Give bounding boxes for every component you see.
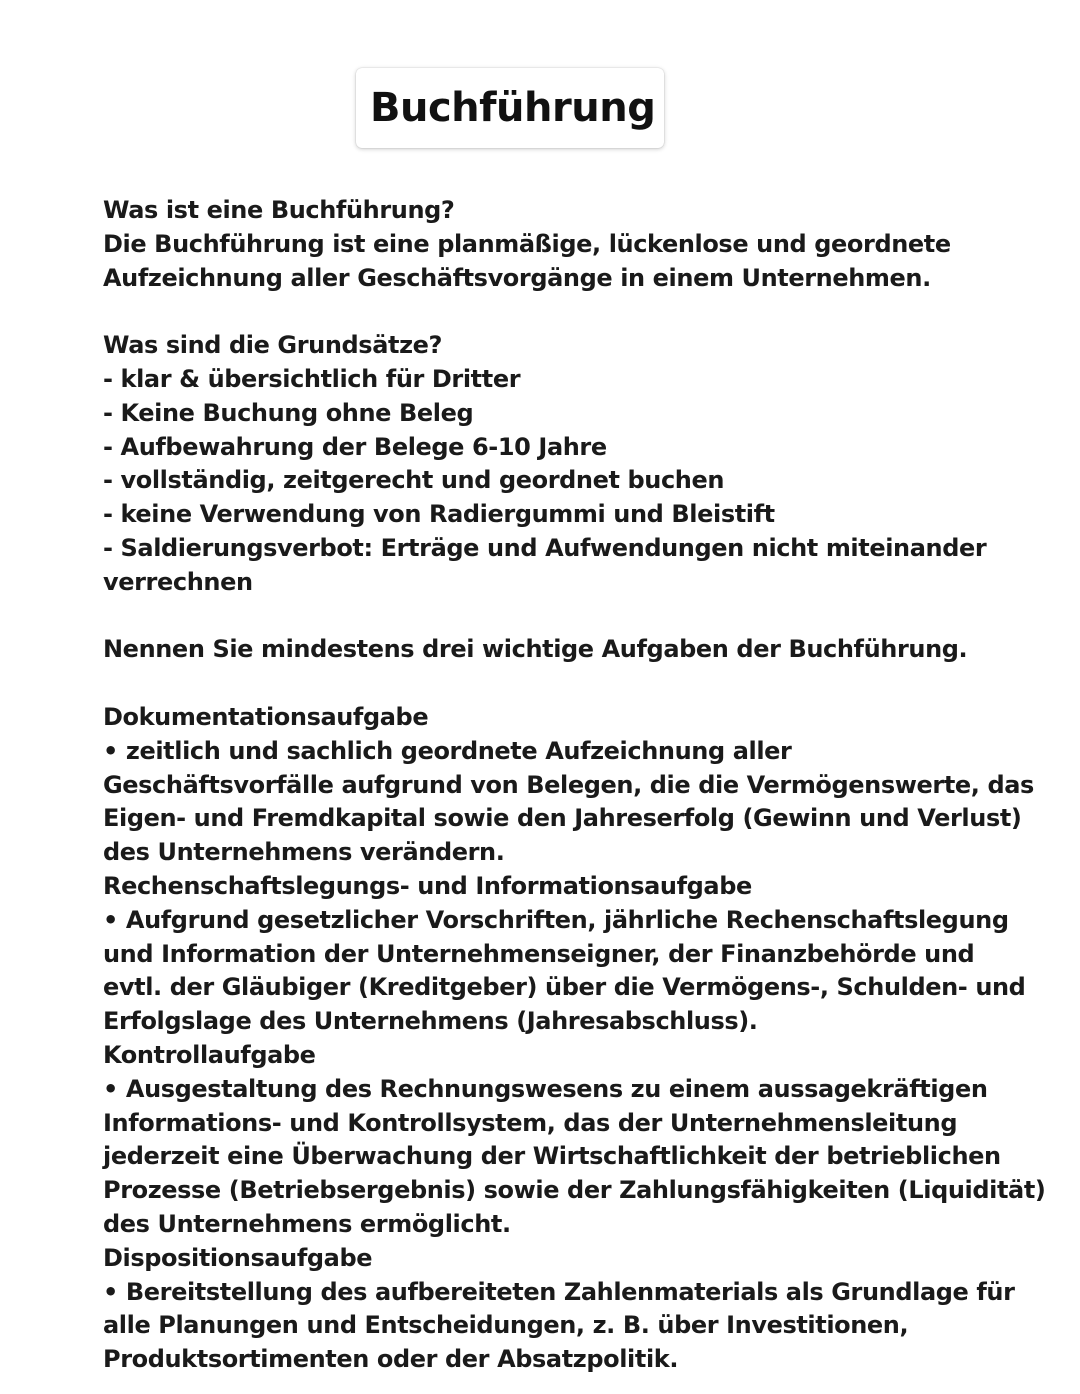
task-line: alle Planungen und Entscheidungen, z. B. über Investitionen, [103, 1311, 909, 1340]
spacer [103, 600, 1003, 634]
task-disposition [103, 1242, 1015, 1377]
principles-section [103, 329, 1003, 599]
tasks-section [103, 633, 1046, 1377]
task-line: evtl. der Gläubiger (Kreditgeber) über die Vermögens-, Schulden- und [103, 973, 1026, 1002]
principle-item: - vollständig, zeitgerecht und geordnet buchen [103, 466, 725, 495]
task-heading: Kontrollaufgabe [103, 1040, 316, 1069]
task-heading: Dokumentationsaufgabe [103, 702, 429, 731]
principle-item: verrechnen [103, 567, 253, 596]
task-line: Eigen- und Fremdkapital sowie den Jahreserfolg (Gewinn und Verlust) [103, 804, 1022, 833]
task-line: Prozesse (Betriebsergebnis) sowie der Zahlungsfähigkeiten (Liquidität) [103, 1176, 1046, 1205]
task-line: des Unternehmens verändern. [103, 838, 505, 867]
task-line: Erfolgslage des Unternehmens (Jahresabschluss). [103, 1007, 758, 1036]
principle-item: - Aufbewahrung der Belege 6-10 Jahre [103, 432, 607, 461]
definition-section [103, 194, 1003, 295]
task-line: Produktsortimenten oder der Absatzpolitik. [103, 1345, 679, 1374]
spacer [103, 667, 1003, 701]
definition-answer-line: Aufzeichnung aller Geschäftsvorgänge in einem Unternehmen. [103, 263, 931, 292]
title-box [356, 68, 664, 148]
task-documentation [103, 701, 1034, 870]
task-line: • Aufgrund gesetzlicher Vorschriften, jährliche Rechenschaftslegung [103, 905, 1009, 934]
task-line: jederzeit eine Überwachung der Wirtschaftlichkeit der betrieblichen [103, 1142, 1001, 1171]
task-heading: Dispositionsaufgabe [103, 1243, 373, 1272]
principles-question: Was sind die Grundsätze? [103, 331, 443, 360]
task-line: • zeitlich und sachlich geordnete Aufzeichnung aller [103, 736, 792, 765]
definition-question: Was ist eine Buchführung? [103, 196, 455, 224]
principle-item: - Keine Buchung ohne Beleg [103, 398, 474, 427]
task-line: • Bereitstellung des aufbereiteten Zahlenmaterials als Grundlage für [103, 1277, 1015, 1306]
document-body [103, 194, 1046, 1377]
page-title: Buchführung [370, 85, 656, 131]
task-line: • Ausgestaltung des Rechnungswesens zu einem aussagekräftigen [103, 1074, 988, 1103]
task-accountability [103, 870, 1026, 1039]
definition-answer-line: Die Buchführung ist eine planmäßige, lückenlose und geordnete [103, 229, 951, 258]
principle-item: - Saldierungsverbot: Erträge und Aufwendungen nicht miteinander [103, 533, 987, 562]
principle-item: - klar & übersichtlich für Dritter [103, 364, 521, 393]
task-control [103, 1039, 1046, 1242]
task-line: und Information der Unternehmenseigner, der Finanzbehörde und [103, 939, 975, 968]
tasks-question: Nennen Sie mindestens drei wichtige Aufgaben der Buchführung. [103, 635, 968, 664]
task-heading: Rechenschaftslegungs- und Informationsaufgabe [103, 871, 752, 900]
task-line: Geschäftsvorfälle aufgrund von Belegen, die die Vermögenswerte, das [103, 770, 1034, 799]
task-line: des Unternehmens ermöglicht. [103, 1209, 511, 1238]
principle-item: - keine Verwendung von Radiergummi und Bleistift [103, 500, 775, 529]
spacer [103, 295, 1003, 329]
task-line: Informations- und Kontrollsystem, das der Unternehmensleitung [103, 1108, 958, 1137]
